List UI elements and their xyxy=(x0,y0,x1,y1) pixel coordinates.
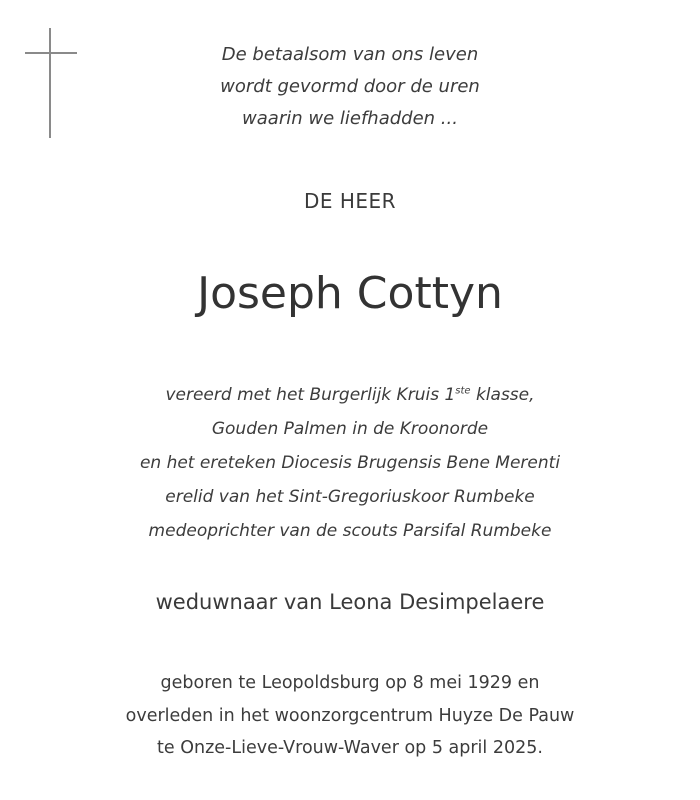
honor-line-1-post: klasse, xyxy=(470,385,535,405)
life-line-2: overleden in het woonzorgcentrum Huyze De Pauw xyxy=(125,706,575,726)
deceased-name: Joseph Cottyn xyxy=(197,268,503,319)
life-line-3: te Onze-Lieve-Vrouw-Waver op 5 april 2025. xyxy=(157,738,543,758)
honor-line-4: erelid van het Sint-Gregoriuskoor Rumbeke xyxy=(165,487,535,507)
life-line-1: geboren te Leopoldsburg op 8 mei 1929 en xyxy=(160,673,540,693)
honor-line-5: medeoprichter van de scouts Parsifal Rumbeke xyxy=(148,521,552,541)
widower-line: weduwnaar van Leona Desimpelaere xyxy=(155,590,545,614)
honorific-title: DE HEER xyxy=(303,189,397,213)
honor-line-1-sup: ste xyxy=(455,385,471,397)
quote-line-2: wordt gevormd door de uren xyxy=(220,76,480,97)
honor-line-2: Gouden Palmen in de Kroonorde xyxy=(211,419,489,439)
quote-line-3: waarin we liefhadden ... xyxy=(242,108,458,129)
honor-line-1 xyxy=(0,385,700,405)
honor-line-3: en het ereteken Diocesis Brugensis Bene Merenti xyxy=(139,453,561,473)
quote-line-1: De betaalsom van ons leven xyxy=(221,44,479,65)
honor-line-1-pre: vereerd met het Burgerlijk Kruis 1 xyxy=(165,385,456,405)
